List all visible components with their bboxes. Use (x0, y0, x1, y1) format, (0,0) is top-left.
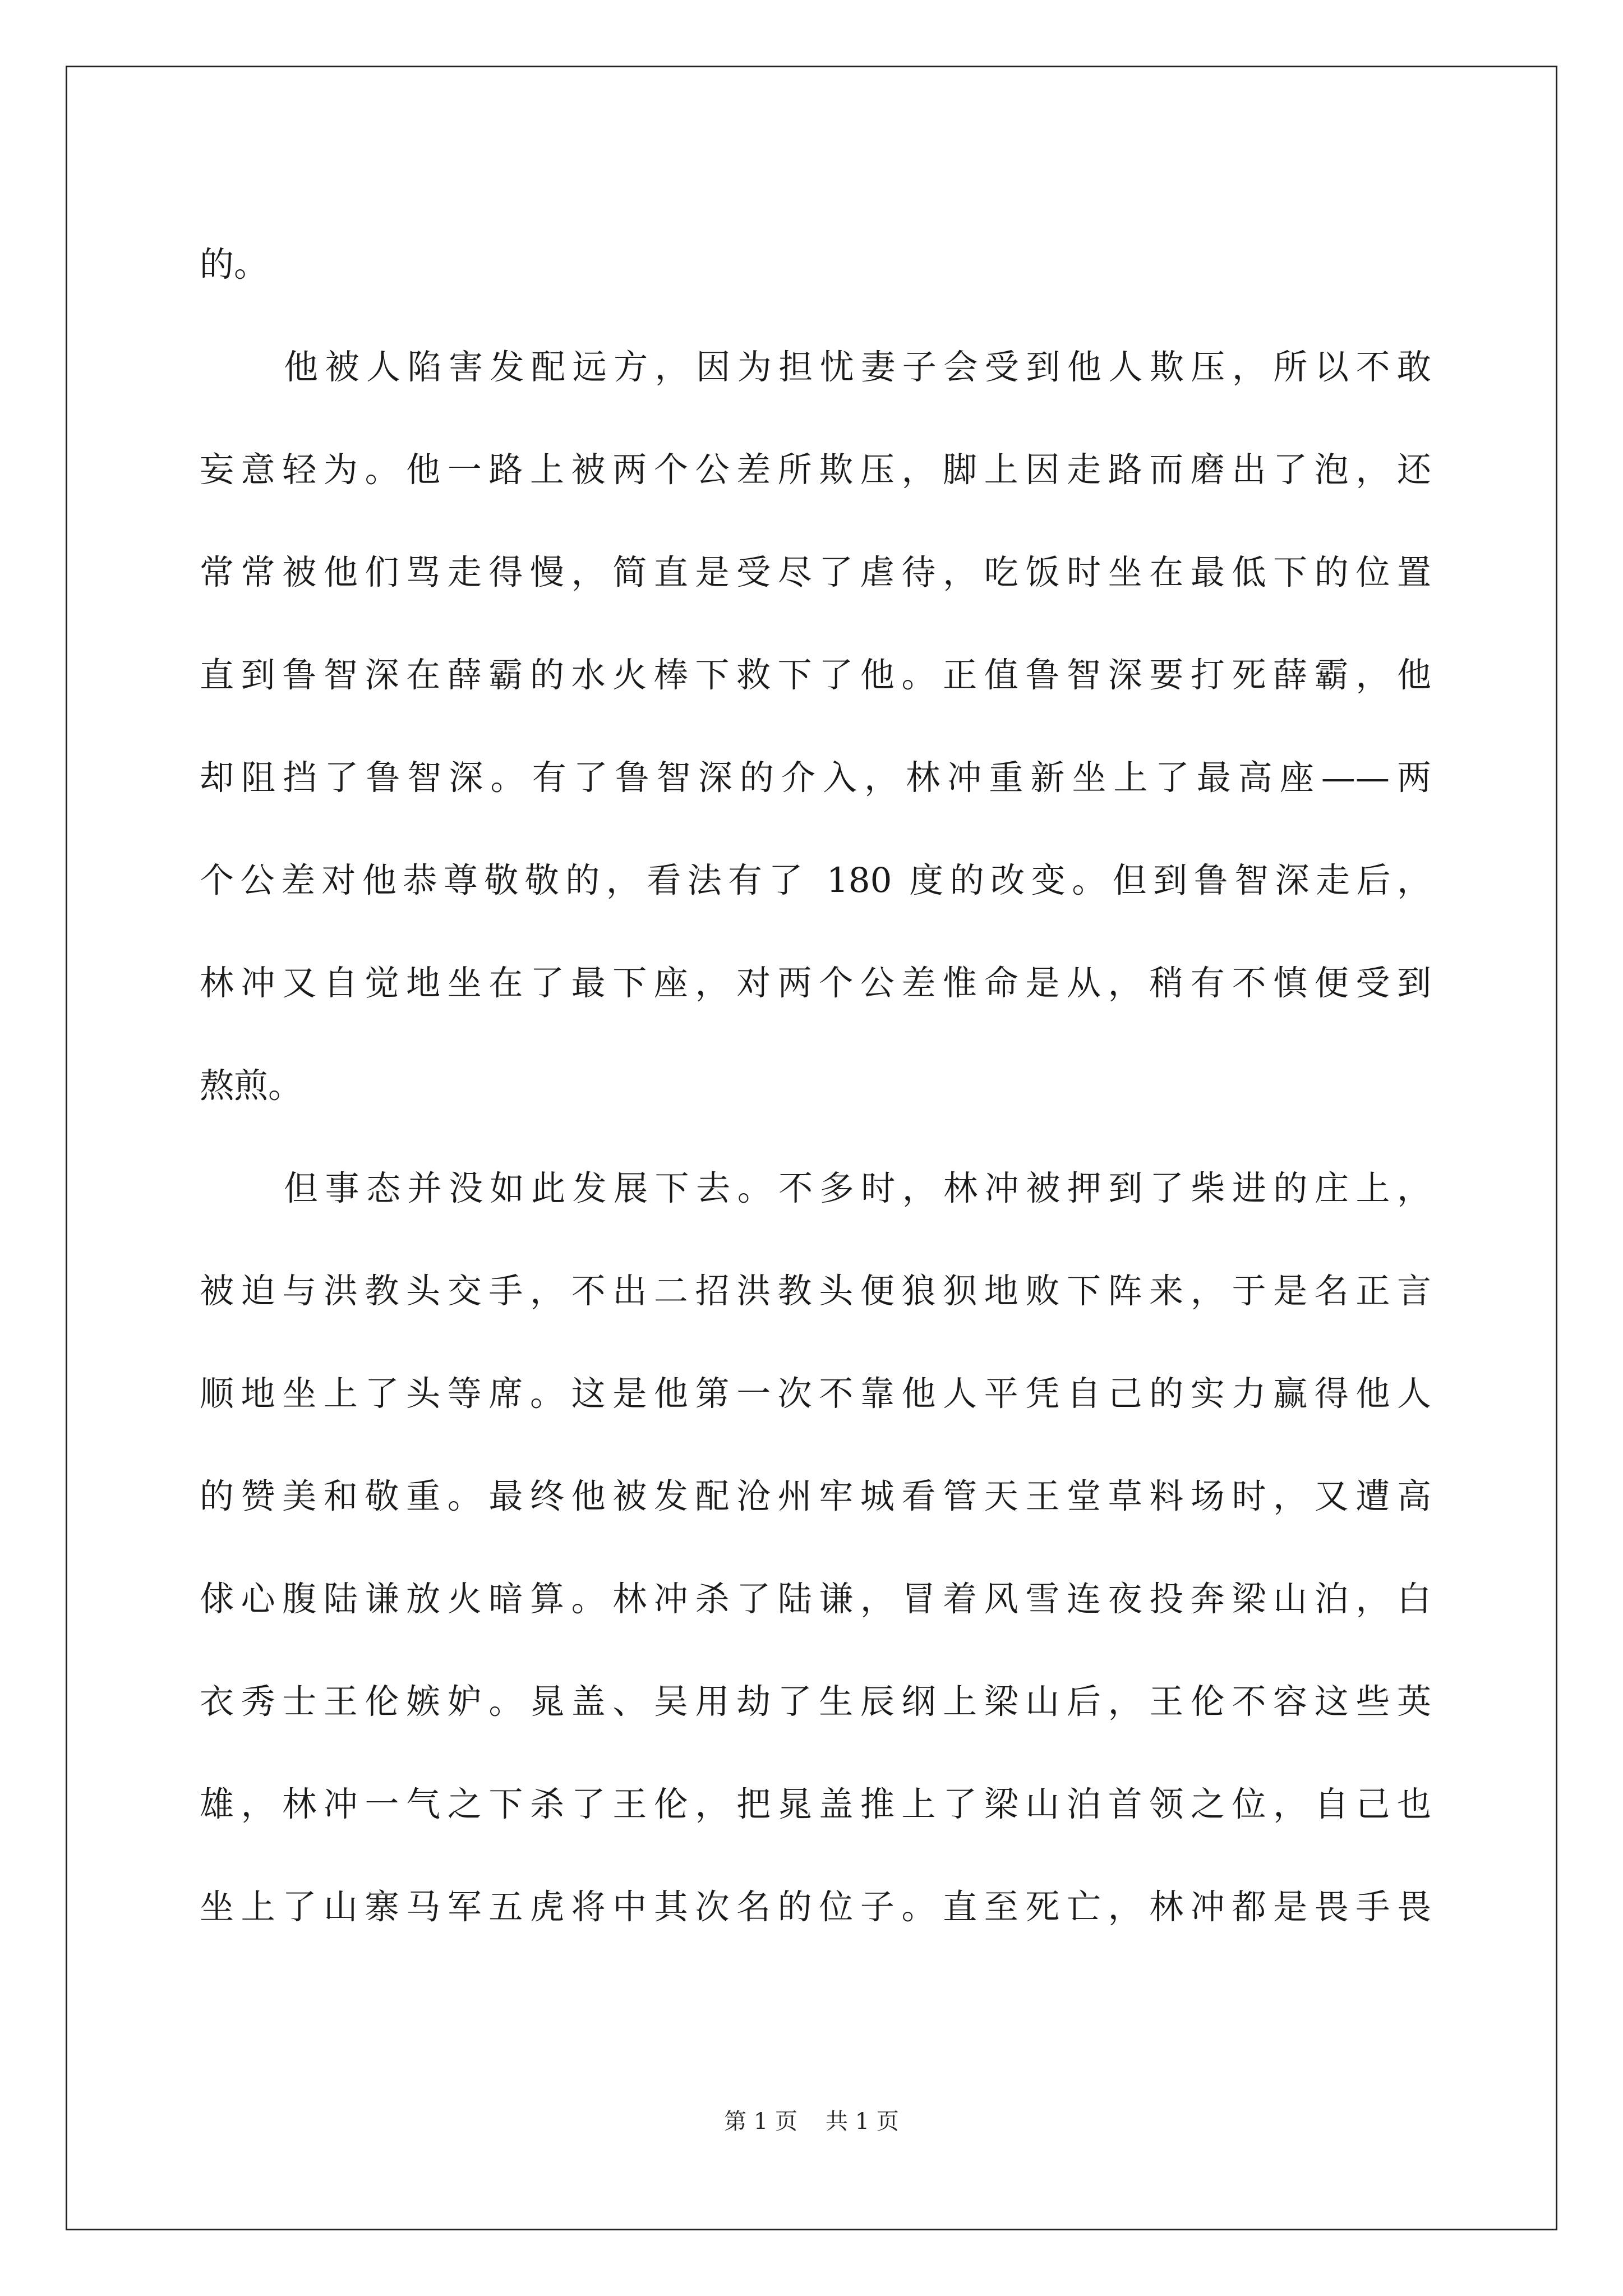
page-total: 共 1 页 (826, 2109, 899, 2134)
text-line: 直到鲁智深在薛霸的水火棒下救下了他。正值鲁智深要打死薛霸，他 (200, 655, 1431, 695)
text-line: 林冲又自觉地坐在了最下座，对两个公差惟命是从，稍有不慎便受到 (200, 963, 1431, 1003)
text-line: 他被人陷害发配远方，因为担忧妻子会受到他人欺压，所以不敢 (284, 347, 1431, 387)
text-line: 熬煎。 (200, 1066, 303, 1106)
text-line: 妄意轻为。他一路上被两个公差所欺压，脚上因走路而磨出了泡，还 (200, 450, 1431, 490)
page-number: 第 1 页 (724, 2109, 797, 2134)
text-line: 常常被他们骂走得慢，简直是受尽了虐待，吃饭时坐在最低下的位置 (200, 553, 1431, 592)
text-line: 被迫与洪教头交手，不出二招洪教头便狼狈地败下阵来，于是名正言 (200, 1271, 1431, 1311)
text-line: 坐上了山寨马军五虎将中其次名的位子。直至死亡，林冲都是畏手畏 (200, 1887, 1431, 1927)
page-footer (0, 2104, 1623, 2136)
text-line: 个公差对他恭尊敬敬的，看法有了 180 度的改变。但到鲁智深走后， (200, 861, 1431, 900)
text-line: 雄，林冲一气之下杀了王伦，把晁盖推上了梁山泊首领之位，自己也 (200, 1784, 1431, 1824)
text-line: 的赞美和敬重。最终他被发配沧州牢城看管天王堂草料场时，又遭高 (200, 1476, 1431, 1516)
text-line: 的。 (200, 245, 269, 284)
text-line: 顺地坐上了头等席。这是他第一次不靠他人平凭自己的实力赢得他人 (200, 1374, 1431, 1414)
document-body (200, 213, 1431, 1958)
text-line: 衣秀士王伦嫉妒。晁盖、吴用劫了生辰纲上梁山后，王伦不容这些英 (200, 1682, 1431, 1722)
text-line: 但事态并没如此发展下去。不多时，林冲被押到了柴进的庄上， (284, 1168, 1431, 1208)
text-line: 俅心腹陆谦放火暗算。林冲杀了陆谦，冒着风雪连夜投奔梁山泊，白 (200, 1579, 1431, 1619)
text-line: 却阻挡了鲁智深。有了鲁智深的介入，林冲重新坐上了最高座——两 (200, 758, 1431, 798)
